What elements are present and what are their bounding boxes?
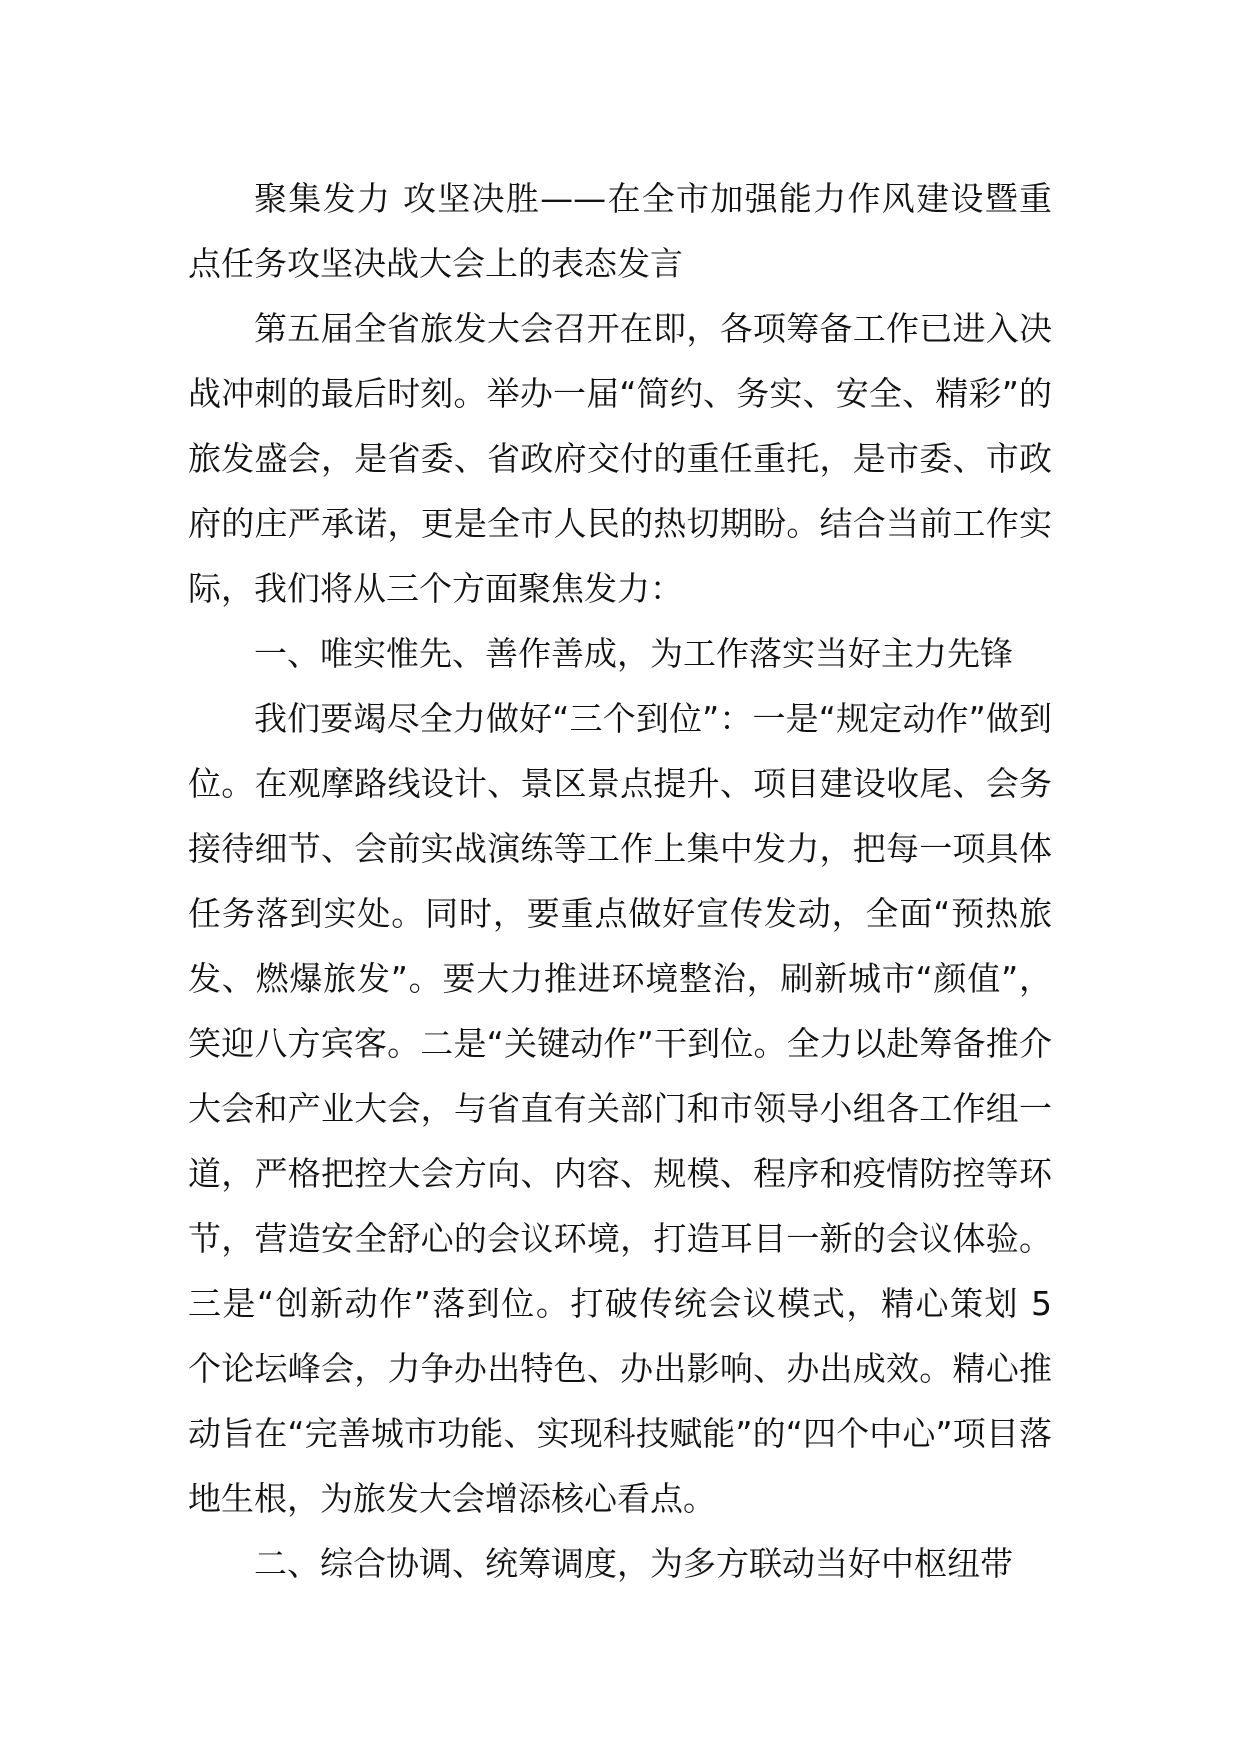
intro-paragraph: 第五届全省旅发大会召开在即，各项筹备工作已进入决战冲刺的最后时刻。举办一届“简约、务实、安全、精彩”的旅发盛会，是省委、省政府交付的重任重托，是市委、市政府的庄严承诺，更是全市人民的热切期盼。结合当前工作实际，我们将从三个方面聚焦发力： [188,309,1052,608]
section-heading-2: 二、综合协调、统筹调度，为多方联动当好中枢纽带 [254,1544,1013,1583]
document-title: 聚集发力 攻坚决胜——在全市加强能力作风建设暨重点任务攻坚决战大会上的表态发言 [188,179,1052,283]
document-body [188,166,1052,1596]
section-heading-1: 一、唯实惟先、善作善成，为工作落实当好主力先锋 [254,634,1013,673]
body-paragraph: 我们要竭尽全力做好“三个到位”：一是“规定动作”做到位。在观摩路线设计、景区景点提升、项目建设收尾、会务接待细节、会前实战演练等工作上集中发力，把每一项具体任务落到实处。同时，要重点做好宣传发动，全面“预热旅发、燃爆旅发”。要大力推进环境整治，刷新城市“颜值”，笑迎八方宾客。二是“关键动作”干到位。全力以赴筹备推介大会和产业大会，与省直有关部门和市领导小组各工作组一道，严格把控大会方向、内容、规模、程序和疫情防控等环节，营造安全舒心的会议环境，打造耳目一新的会议体验。三是“创新动作”落到位。打破传统会议模式，精心策划 5 个论坛峰会，力争办出特色、办出影响、办出成效。精心推动旨在“完善城市功能、实现科技赋能”的“四个中心”项目落地生根，为旅发大会增添核心看点。 [188,699,1052,1518]
